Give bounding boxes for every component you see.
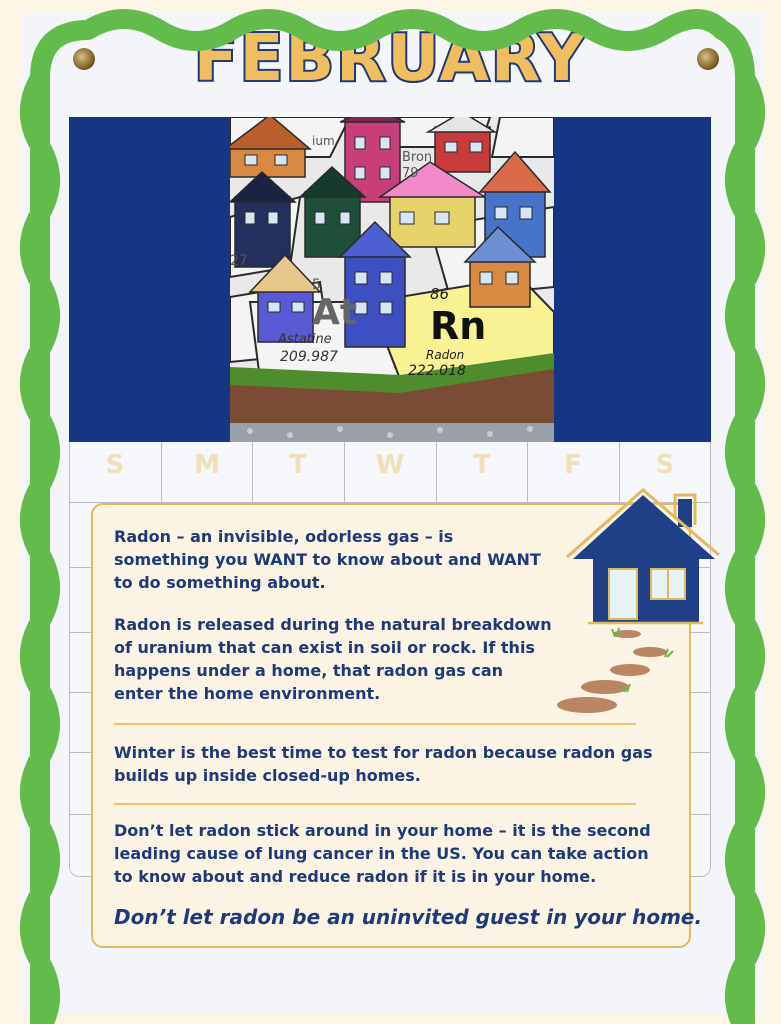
release-paragraph: Radon is released during the natural breakdown of uranium that can exist in soil or rock. If this happens under a home, that radon gas can enter the home environment. [114,615,552,703]
day-header-monday: M [194,450,220,480]
bg-tile-text: 27 [230,253,248,269]
bg-tile-text: 79 [402,166,419,181]
radon-house-illustration [230,117,554,442]
closing-tagline: Don’t let radon be an uninvited guest in your home. [114,905,703,929]
day-header-tuesday: T [289,450,307,480]
day-header-saturday: S [655,450,675,480]
neighbor-mass: 209.987 [280,349,338,365]
action-paragraph: Don’t let radon stick around in your home – it is the second leading cause of lung cancer in the US. You can take action to know about and reduce radon if it is in your home. [114,821,651,886]
tile-number: 86 [430,285,450,303]
winter-paragraph: Winter is the best time to test for radon because radon gas builds up inside closed-up homes. [114,743,653,785]
day-header-wednesday: W [375,450,405,480]
month-title: FEBRUARY [193,22,588,96]
divider [114,723,636,725]
bg-tile-text: ium [312,134,335,148]
house-icon [555,487,725,717]
divider [114,803,636,805]
day-header-friday: F [564,450,582,480]
day-header-thursday: T [473,450,491,480]
tile-name: Radon [426,348,465,362]
stepping-stones-icon [557,630,667,713]
neighbor-symbol: At [312,292,358,333]
neighbor-name: Astatine [278,332,332,347]
tile-mass: 222.018 [408,363,466,379]
day-header-sunday: S [105,450,125,480]
intro-paragraph: Radon – an invisible, odorless gas – is something you WANT to know about and WANT to do something about. [114,527,541,592]
tile-symbol: Rn [430,304,487,348]
bg-tile-text: 5 [312,277,321,293]
bg-tile-text: Bron [402,150,433,165]
